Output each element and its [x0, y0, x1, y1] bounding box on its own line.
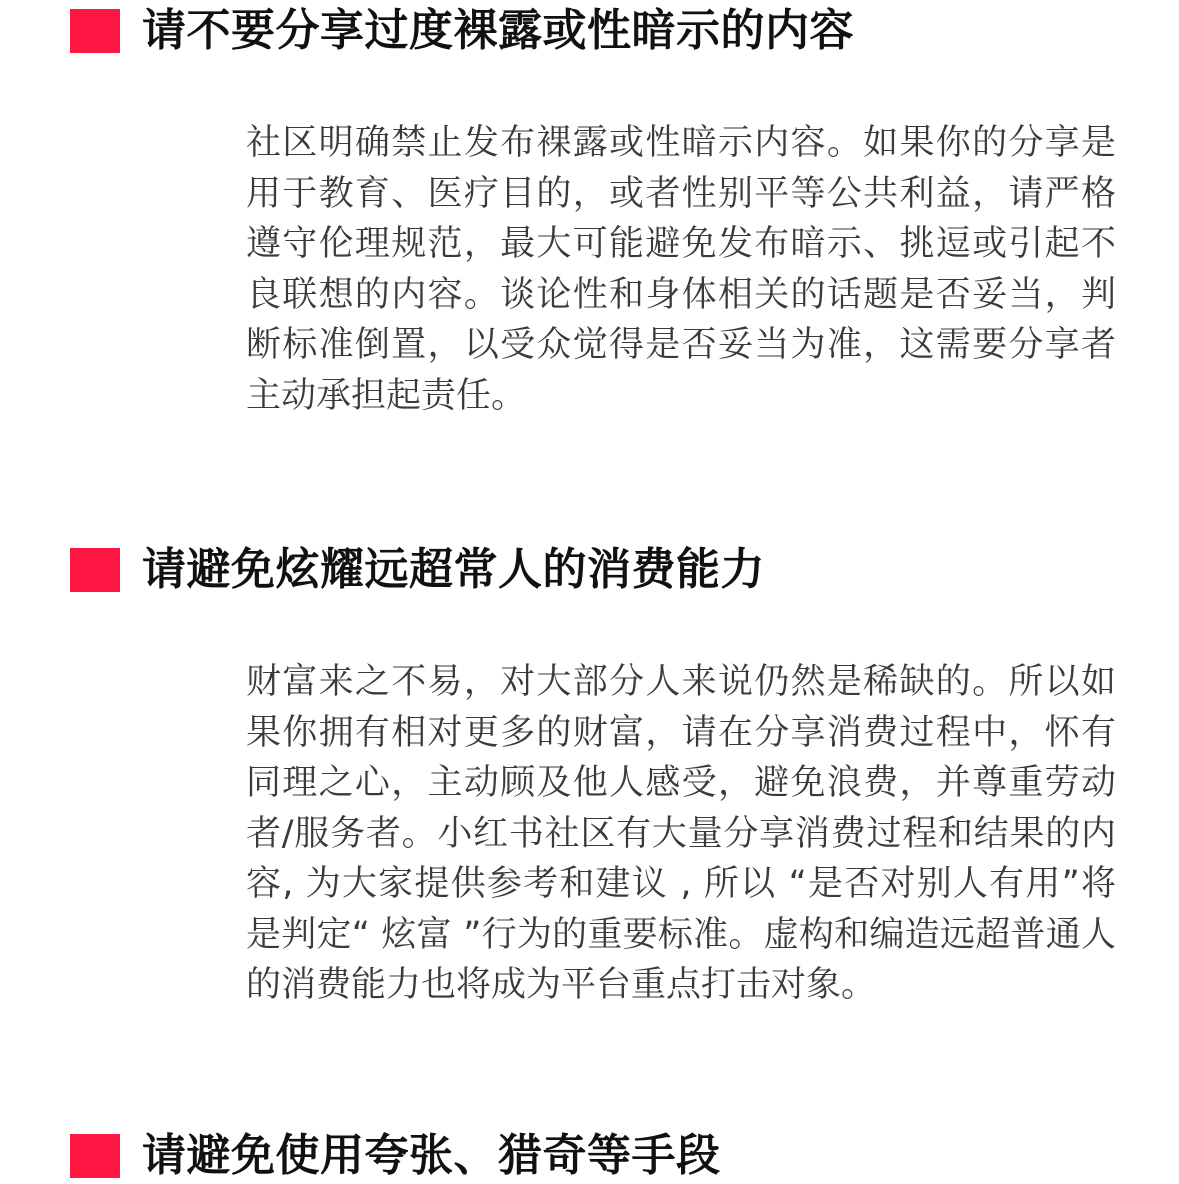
- section-heading-row: [70, 1128, 721, 1184]
- section-body: 社区明确禁止发布裸露或性暗示内容。如果你的分享是用于教育、医疗目的，或者性别平等公共利益，请严格遵守伦理规范，最大可能避免发布暗示、挑逗或引起不良联想的内容。谈论性和身体相关的话题是否妥当，判断标准倒置，以受众觉得是否妥当为准，这需要分享者主动承担起责任。: [246, 123, 1116, 416]
- red-square-marker-icon: [70, 548, 120, 592]
- section-title: 请避免炫耀远超常人的消费能力: [142, 544, 765, 595]
- section-body: 财富来之不易，对大部分人来说仍然是稀缺的。所以如果你拥有相对更多的财富，请在分享消费过程中，怀有同理之心，主动顾及他人感受，避免浪费，并尊重劳动者/服务者。小红书社区有大量分享消费过程和结果的内容, 为大家提供参考和建议 , 所以 “是否对别人有用”将是判定“ 炫富 ”行为的重要标准。虚构和编造远超普通人的消费能力也将成为平台重点打击对象。: [246, 662, 1116, 1005]
- section-title: 请不要分享过度裸露或性暗示的内容: [142, 5, 854, 56]
- red-square-marker-icon: [70, 9, 120, 53]
- section-title: 请避免使用夸张、猎奇等手段: [142, 1130, 721, 1181]
- section-heading-row: [70, 542, 765, 598]
- section-heading-row: [70, 3, 854, 59]
- red-square-marker-icon: [70, 1134, 120, 1178]
